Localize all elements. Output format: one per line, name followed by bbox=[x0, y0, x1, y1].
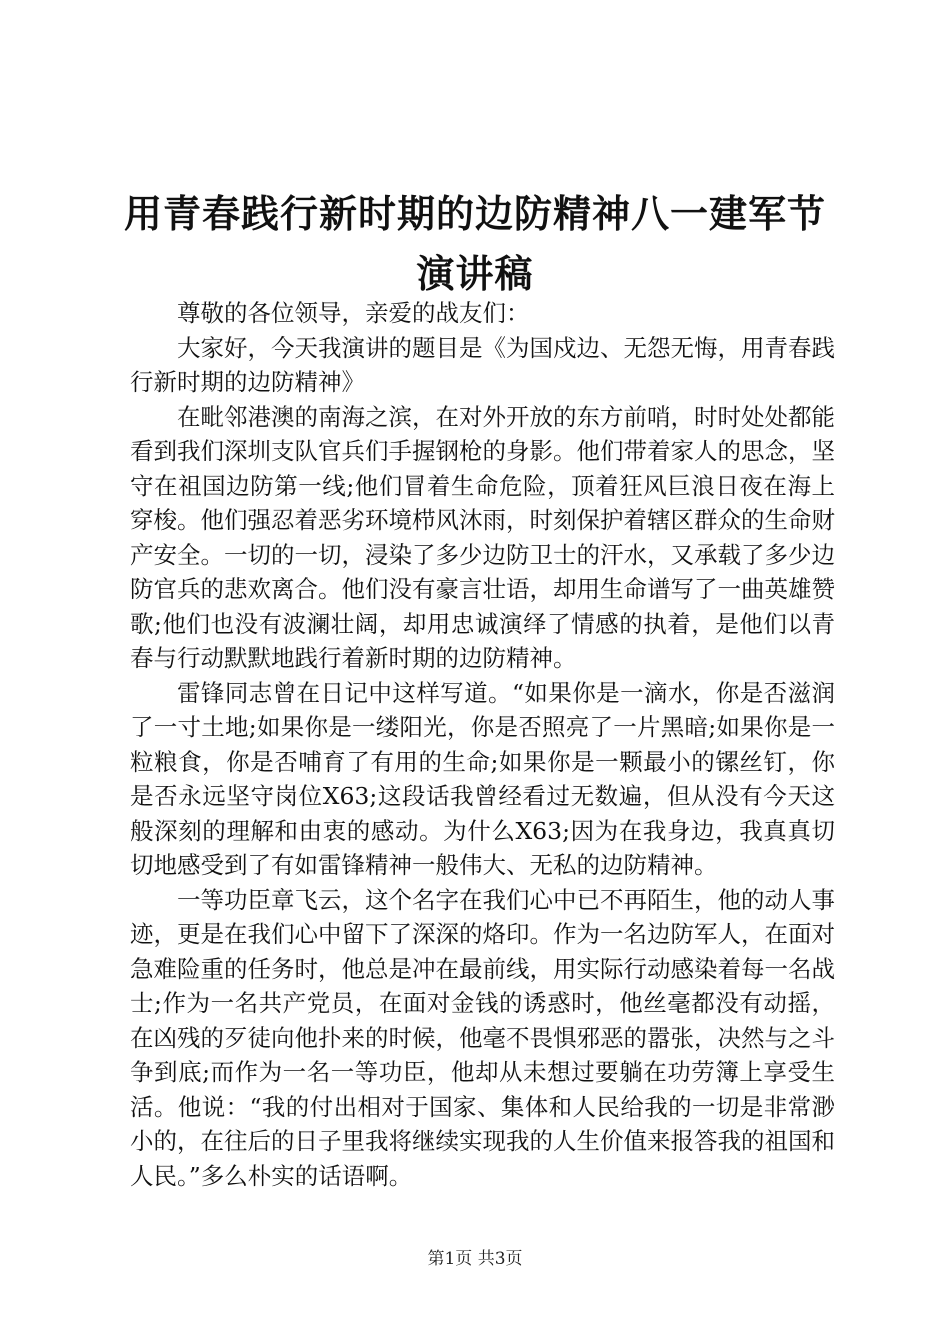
salutation-paragraph: 尊敬的各位领导，亲爱的战友们： bbox=[177, 299, 530, 327]
body-paragraph-border-guards: 在毗邻港澳的南海之滨，在对外开放的东方前哨，时时处处都能看到我们深圳支队官兵们手握钢枪的身影。他们带着家人的思念，坚守在祖国边防第一线;他们冒着生命危险，顶着狂风巨浪日夜在海上穿梭。他们强忍着恶劣环境栉风沐雨，时刻保护着辖区群众的生命财产安全。一切的一切，浸染了多少边防卫士的汗水，又承载了多少边防官兵的悲欢离合。他们没有豪言壮语，却用生命谱写了一曲英雄赞歌;他们也没有波澜壮阔，却用忠诚演绎了情感的执着，是他们以青春与行动默默地践行着新时期的边防精神。 bbox=[130, 402, 835, 672]
document-body bbox=[130, 296, 835, 1193]
document-title: 用青春践行新时期的边防精神八一建军节演讲稿 bbox=[123, 191, 826, 296]
body-paragraph-hero: 一等功臣章飞云，这个名字在我们心中已不再陌生，他的动人事迹，更是在我们心中留下了深深的烙印。作为一名边防军人，在面对急难险重的任务时，他总是冲在最前线，用实际行动感染着每一名战士;作为一名共产党员，在面对金钱的诱惑时，他丝毫都没有动摇，在凶残的歹徒向他扑来的时候，他毫不畏惧邪恶的嚣张，决然与之斗争到底;而作为一名一等功臣，他却从未想过要躺在功劳簿上享受生活。他说：“我的付出相对于国家、集体和人民给我的一切是非常渺小的，在往后的日子里我将继续实现我的人生价值来报答我的祖国和人民。”多么朴实的话语啊。 bbox=[130, 885, 835, 1190]
body-paragraph-lei-feng: 雷锋同志曾在日记中这样写道。“如果你是一滴水，你是否滋润了一寸土地;如果你是一缕阳光，你是否照亮了一片黑暗;如果你是一粒粮食，你是否哺育了有用的生命;如果你是一颗最小的镙丝钉，你是否永远坚守岗位X63;这段话我曾经看过无数遍，但从没有今天这般深刻的理解和由衷的感动。为什么X63;因为在我身边，我真真切切地感受到了有如雷锋精神一般伟大、无私的边防精神。 bbox=[130, 678, 835, 879]
page-number-footer: 第1页 共3页 bbox=[427, 1249, 523, 1269]
speech-topic-paragraph: 大家好，今天我演讲的题目是《为国戍边、无怨无悔，用青春践行新时期的边防精神》 bbox=[130, 333, 835, 396]
